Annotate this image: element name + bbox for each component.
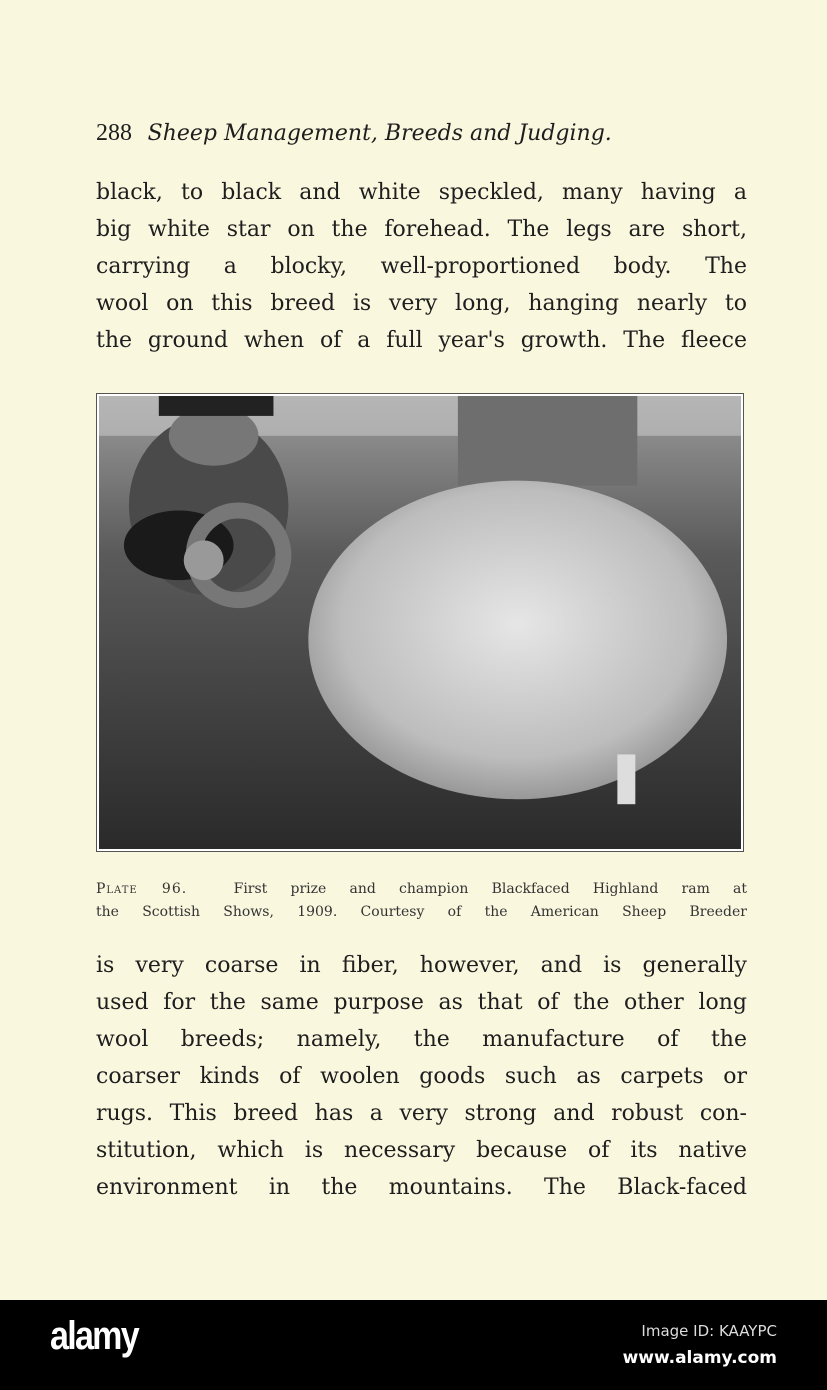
site-url: www.alamy.com: [622, 1348, 777, 1368]
top-paragraph: [96, 174, 747, 359]
alamy-logo: alamy: [50, 1314, 138, 1358]
caption-text: First prize and champion Blackfaced Highland ram at: [233, 881, 748, 897]
plate-label: Plate 96.: [96, 881, 188, 897]
plate-photo: [96, 393, 744, 852]
plate-caption: [96, 878, 747, 924]
caption-line: [96, 878, 747, 901]
text-line: black, to black and white speckled, many having a: [96, 180, 747, 205]
text-line: big white star on the forehead. The legs are short,: [96, 217, 747, 242]
image-id: Image ID: KAAYPC: [641, 1322, 777, 1340]
text-line: coarser kinds of woolen goods such as carpets or: [96, 1064, 747, 1089]
text-line: stitution, which is necessary because of its native: [96, 1138, 747, 1163]
bottom-paragraph: [96, 947, 747, 1206]
caption-line: the Scottish Shows, 1909. Courtesy of the American Sheep Breeder: [96, 904, 747, 920]
text-line: wool breeds; namely, the manufacture of the: [96, 1027, 747, 1052]
text-line: used for the same purpose as that of the other long: [96, 990, 747, 1015]
text-line: wool on this breed is very long, hanging nearly to: [96, 291, 747, 316]
running-header: [96, 118, 612, 147]
text-line: rugs. This breed has a very strong and robust con-: [96, 1101, 747, 1126]
text-line: the ground when of a full year's growth. The fleece: [96, 328, 747, 353]
text-line: carrying a blocky, well-proportioned body. The: [96, 254, 747, 279]
page-number: 288: [96, 120, 132, 146]
text-line: environment in the mountains. The Black-faced: [96, 1175, 747, 1200]
ram-photograph: [99, 396, 741, 849]
running-title: Sheep Management, Breeds and Judging.: [147, 121, 612, 146]
text-line: is very coarse in fiber, however, and is generally: [96, 953, 747, 978]
watermark-footer: [0, 1300, 827, 1390]
